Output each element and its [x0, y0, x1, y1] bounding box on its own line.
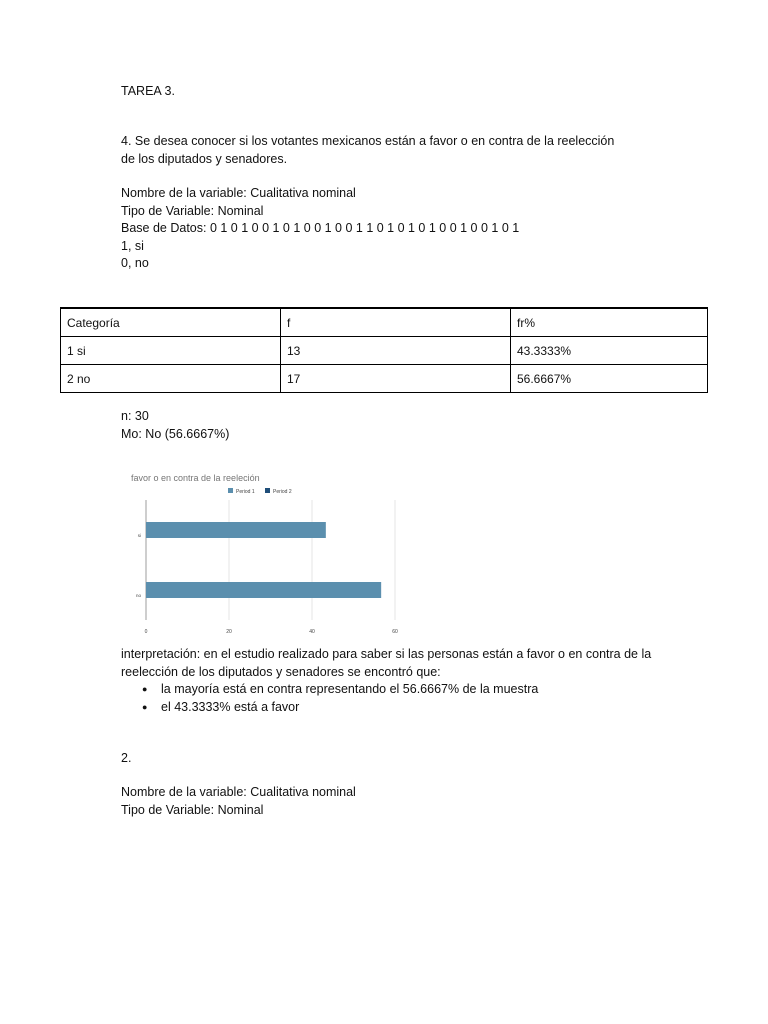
code-0: 0, no — [121, 256, 149, 270]
tick-label: 60 — [392, 629, 398, 635]
table-header: Categoría — [61, 308, 281, 337]
tick-label: 0 — [144, 629, 148, 635]
chart-title: favor o en contra de la reeleción — [131, 473, 260, 483]
tick-label: 20 — [226, 629, 232, 635]
table-header: f — [281, 308, 511, 337]
table-cell: 13 — [281, 337, 511, 365]
table-cell: 1 si — [61, 337, 281, 365]
table-header-row — [61, 308, 708, 337]
list-item: ● el 43.3333% está a favor — [121, 699, 651, 717]
variable-type: Tipo de Variable: Nominal — [121, 203, 264, 218]
legend-label: Period 1 — [236, 489, 255, 495]
table-cell: 43.3333% — [511, 337, 708, 365]
question-4-line-2: de los diputados y senadores. — [121, 151, 288, 166]
bar — [146, 522, 326, 538]
category-label: no — [135, 593, 141, 598]
table-cell: 17 — [281, 365, 511, 393]
table-cell: 56.6667% — [511, 365, 708, 393]
section-2-number: 2. — [121, 751, 132, 765]
variable-info — [121, 185, 519, 273]
interpretation-line-2: reelección de los diputados y senadores se encontró que: — [121, 664, 441, 679]
legend-swatch — [265, 488, 270, 493]
frequency-table — [60, 307, 708, 393]
page-title: TAREA 3. — [121, 84, 175, 98]
mode: Mo: No (56.6667%) — [121, 426, 230, 441]
variable-name: Nombre de la variable: Cualitativa nominal — [121, 186, 356, 200]
table-cell: 2 no — [61, 365, 281, 393]
category-label: si — [137, 533, 141, 538]
table-header: fr% — [511, 308, 708, 337]
summary-stats — [121, 408, 229, 443]
question-4 — [121, 133, 614, 168]
interpretation-list — [121, 681, 651, 716]
table-row — [61, 365, 708, 393]
legend-swatch — [228, 488, 233, 493]
sample-size: n: 30 — [121, 409, 149, 423]
legend-label: Period 2 — [273, 489, 292, 495]
bar — [146, 582, 381, 598]
section-2-info — [121, 784, 356, 819]
database: Base de Datos: 0 1 0 1 0 0 1 0 1 0 0 1 0 0 1 1 0 1 0 1 0 1 0 0 1 0 0 1 0 1 — [121, 221, 520, 235]
variable-type-2: Tipo de Variable: Nominal — [121, 802, 264, 817]
list-item: ● la mayoría está en contra representando el 56.6667% de la muestra — [121, 681, 651, 699]
table-row — [61, 337, 708, 365]
code-1: 1, si — [121, 238, 144, 253]
tick-label: 40 — [309, 629, 315, 635]
interpretation-line-1: interpretación: en el estudio realizado para saber si las personas están a favor o en contra de la — [121, 647, 652, 661]
interpretation — [121, 646, 651, 716]
question-4-line-1: 4. Se desea conocer si los votantes mexicanos están a favor o en contra de la reelección — [121, 134, 615, 148]
variable-name-2: Nombre de la variable: Cualitativa nominal — [121, 785, 356, 799]
bar-chart — [124, 466, 402, 638]
